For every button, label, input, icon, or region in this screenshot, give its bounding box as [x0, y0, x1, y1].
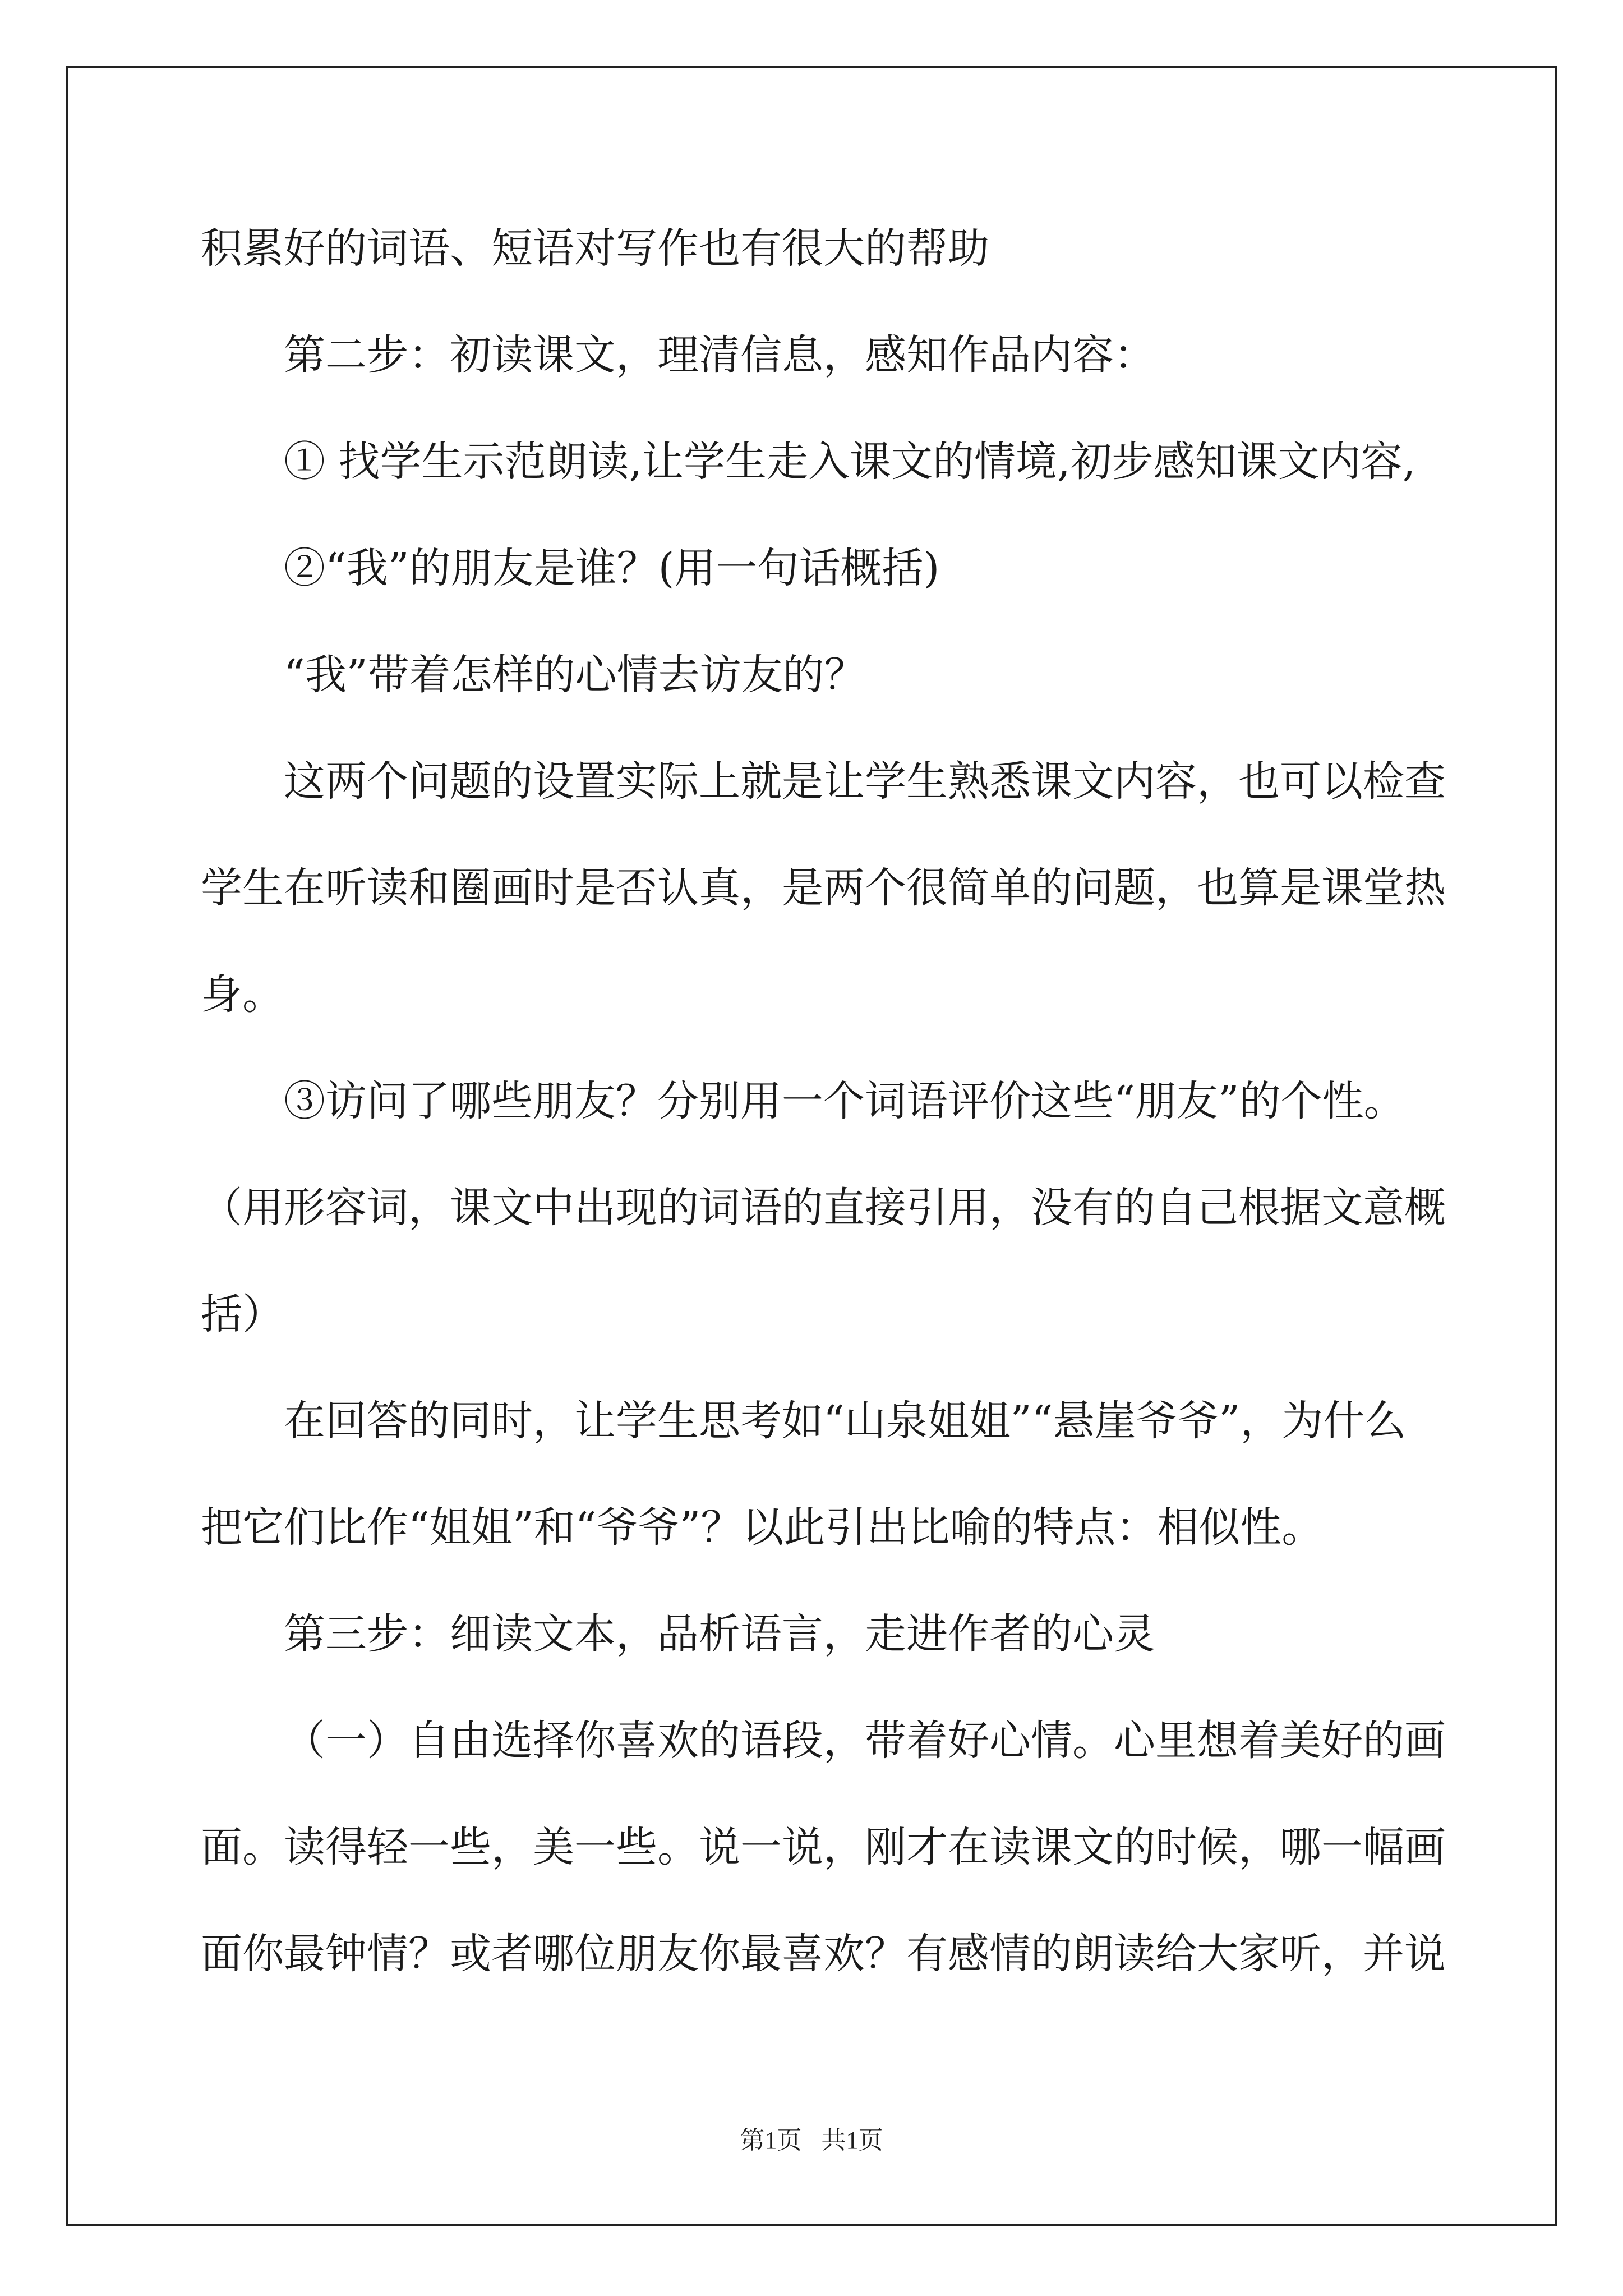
text-line: 身。: [201, 970, 284, 1019]
text-line: 面。读得轻一些，美一些。说一说，刚才在读课文的时候，哪一幅画: [201, 1823, 1446, 1871]
text-line: 把它们比作“姐姐”和“爷爷”？以此引出比喻的特点：相似性。: [201, 1503, 1324, 1552]
page-footer: [0, 2124, 1623, 2157]
page-border: [66, 66, 1557, 2226]
text-line: “我”带着怎样的心情去访友的？: [284, 651, 866, 699]
text-line: 这两个问题的设置实际上就是让学生熟悉课文内容，也可以检查: [284, 757, 1446, 806]
text-line: ③访问了哪些朋友？分别用一个词语评价这些“朋友”的个性。: [284, 1077, 1405, 1125]
text-line: 积累好的词语、短语对写作也有很大的帮助: [201, 224, 989, 273]
text-line: （用形容词，课文中出现的词语的直接引用，没有的自己根据文意概: [201, 1184, 1446, 1232]
text-line: ① 找学生示范朗读,让学生走入课文的情境,初步感知课文内容,: [284, 438, 1416, 486]
text-line: 第二步：初读课文，理清信息，感知作品内容：: [284, 331, 1155, 379]
text-line: 第三步：细读文本，品析语言，走进作者的心灵: [284, 1610, 1155, 1658]
text-line: 学生在听读和圈画时是否认真，是两个很简单的问题，也算是课堂热: [201, 864, 1446, 912]
text-line: （一）自由选择你喜欢的语段，带着好心情。心里想着美好的画: [284, 1717, 1446, 1765]
text-line: ②“我”的朋友是谁？(用一句话概括): [284, 544, 940, 592]
page-total: 共1页: [821, 2127, 883, 2154]
text-line: 面你最钟情？或者哪位朋友你最喜欢？有感情的朗读给大家听，并说: [201, 1930, 1446, 1978]
text-line: 括）: [201, 1290, 284, 1338]
page-number: 第1页: [740, 2127, 802, 2154]
text-line: 在回答的同时，让学生思考如“山泉姐姐”“悬崖爷爷”，为什么: [284, 1397, 1407, 1445]
